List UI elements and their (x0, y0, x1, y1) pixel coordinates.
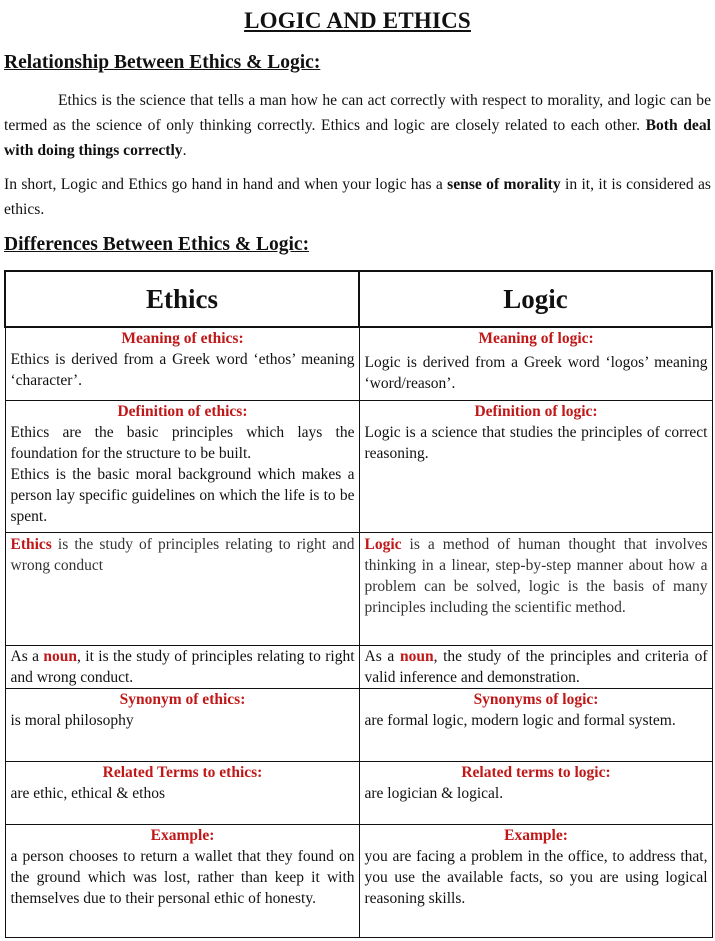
table-row-meaning (5, 327, 712, 401)
noun-ethics-cell (5, 646, 359, 689)
relationship-heading: Relationship Between Ethics & Logic: (4, 52, 321, 73)
definition-ethics-text-1: Ethics are the basic principles which lays the foundation for the structure to be built. (10, 424, 355, 462)
relationship-paragraph-2 (4, 172, 711, 222)
noun-ethics-text: , it is the study of principles relating to right and wrong conduct. (10, 648, 355, 686)
study-logic-word: Logic (364, 536, 402, 553)
study-logic-cell (359, 533, 712, 646)
related-logic-text: are logician & logical. (364, 785, 504, 802)
study-ethics-word: Ethics (10, 536, 52, 553)
relationship-para1-text: Ethics is the science that tells a man how he can act correctly with respect to morality, and logic can be termed as the science of only thinking correctly. Ethics and logic are closely related to each other. (4, 92, 711, 134)
related-logic-title: Related terms to logic: (461, 764, 611, 781)
relationship-para1-bold: Both deal with doing things correctly (4, 117, 711, 159)
relationship-para2-end: in it, it is considered as ethics. (4, 176, 711, 218)
noun-ethics-prefix: As a (10, 648, 39, 665)
meaning-ethics-text: Ethics is derived from a Greek word ‘ethos’ meaning ‘character’. (10, 351, 355, 389)
synonym-logic-title: Synonyms of logic: (473, 691, 599, 708)
study-ethics-text: is the study of principles relating to right and wrong conduct (10, 536, 355, 574)
definition-logic-cell (359, 401, 712, 533)
differences-heading: Differences Between Ethics & Logic: (4, 234, 310, 255)
noun-logic-cell (359, 646, 712, 689)
example-ethics-text: a person chooses to return a wallet that they found on the ground which was lost, rather than keep it with themselves due to their personal ethic of honesty. (10, 848, 355, 907)
relationship-para2-start: In short, Logic and Ethics go hand in hand and when your logic has a (4, 176, 443, 193)
table-row-example (5, 825, 712, 938)
relationship-paragraph-1 (4, 88, 711, 163)
related-ethics-title: Related Terms to ethics: (102, 764, 263, 781)
relationship-para2-bold: sense of morality (447, 176, 561, 193)
meaning-ethics-title: Meaning of ethics: (121, 330, 244, 347)
study-ethics-cell (5, 533, 359, 646)
meaning-logic-title: Meaning of logic: (478, 330, 594, 347)
table-row-study (5, 533, 712, 646)
related-logic-cell (359, 762, 712, 825)
synonym-ethics-title: Synonym of ethics: (119, 691, 246, 708)
definition-logic-text: Logic is a science that studies the principles of correct reasoning. (364, 424, 708, 462)
definition-ethics-text-2: Ethics is the basic moral background which makes a person lay specific guidelines on which the life is to be spent. (10, 466, 355, 525)
table-header-row (5, 271, 712, 327)
synonym-logic-cell (359, 689, 712, 762)
example-logic-text: you are facing a problem in the office, to address that, you use the available facts, so you are using logical reasoning skills. (364, 848, 708, 907)
definition-ethics-title: Definition of ethics: (117, 403, 248, 420)
table-row-definition (5, 401, 712, 533)
example-logic-cell (359, 825, 712, 938)
meaning-logic-cell (359, 327, 712, 401)
definition-logic-title: Definition of logic: (474, 403, 598, 420)
noun-ethics-word: noun (43, 648, 78, 665)
related-ethics-text: are ethic, ethical & ethos (10, 785, 166, 802)
table-row-noun (5, 646, 712, 689)
noun-logic-word: noun (399, 648, 434, 665)
column-header-logic: Logic (359, 271, 712, 327)
noun-logic-text: , the study of the principles and criteria of valid inference and demonstration. (364, 648, 708, 686)
example-logic-title: Example: (504, 827, 568, 844)
definition-ethics-cell (5, 401, 359, 533)
noun-logic-prefix: As a (364, 648, 395, 665)
synonym-logic-text: are formal logic, modern logic and formal system. (364, 712, 676, 729)
meaning-logic-text: Logic is derived from a Greek word ‘logos’ meaning ‘word/reason’. (364, 354, 708, 392)
page-title: LOGIC AND ETHICS (244, 8, 471, 33)
study-logic-text: is a method of human thought that involves thinking in a linear, step-by-step manner about how a problem can be solved, logic is the basis of many principles including the scientific method. (364, 536, 708, 616)
example-ethics-title: Example: (150, 827, 215, 844)
column-header-ethics: Ethics (5, 271, 359, 327)
comparison-table (4, 270, 713, 938)
synonym-ethics-cell (5, 689, 359, 762)
example-ethics-cell (5, 825, 359, 938)
meaning-ethics-cell (5, 327, 359, 401)
related-ethics-cell (5, 762, 359, 825)
relationship-para1-end: . (182, 142, 187, 159)
synonym-ethics-text: is moral philosophy (10, 712, 134, 729)
table-row-related-terms (5, 762, 712, 825)
table-row-synonym (5, 689, 712, 762)
